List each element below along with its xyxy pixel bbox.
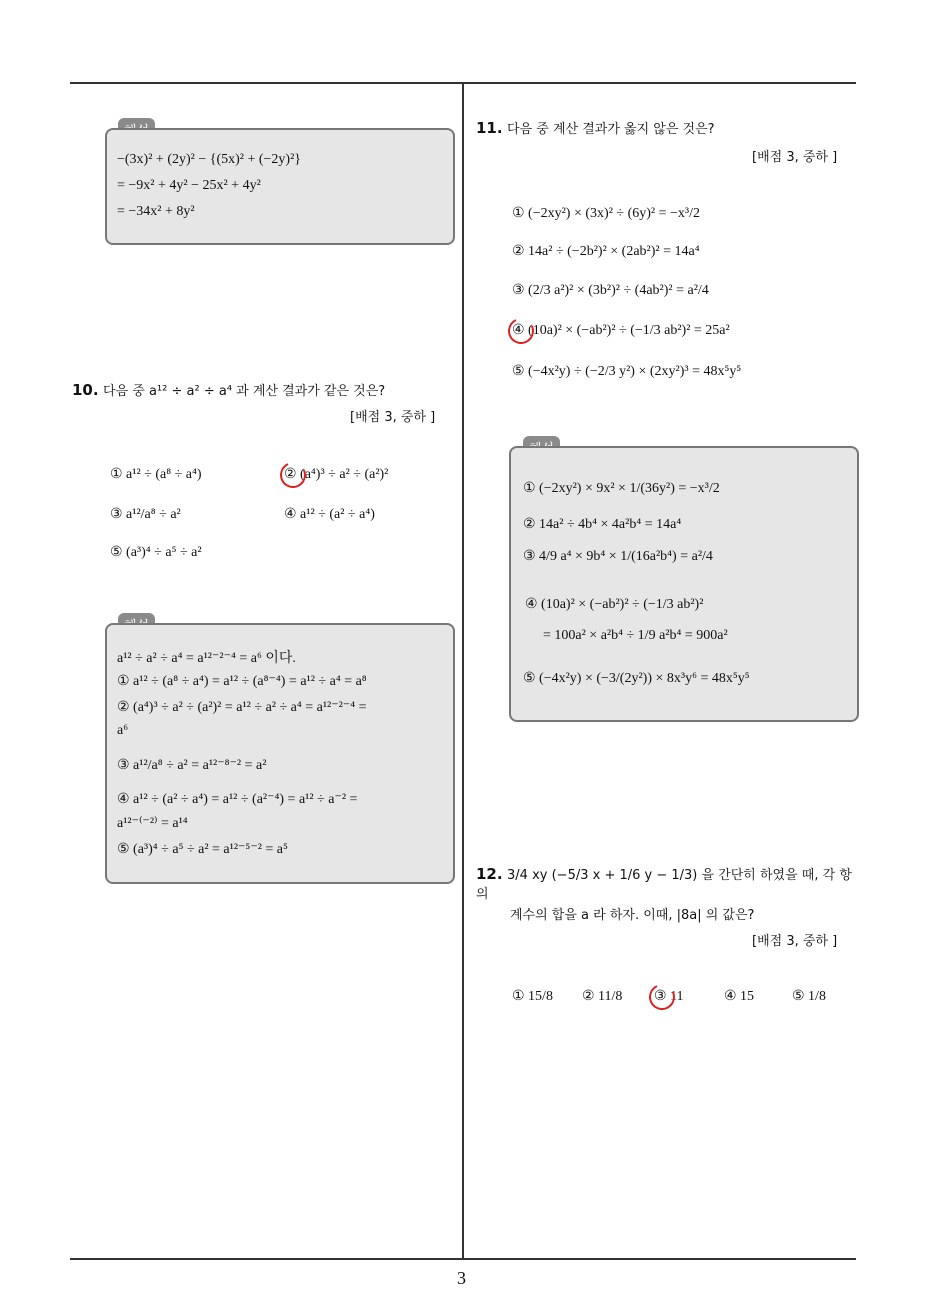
q11-score: [배점 3, 중하 ] (752, 150, 838, 165)
q9-solution-line: −(3x)² + (2y)² − {(5x)² + (−2y)²} (117, 152, 302, 167)
q10-option-4[interactable]: ④ a¹² ÷ (a² ÷ a⁴) (284, 507, 375, 522)
q10-solution-box (105, 623, 455, 884)
q11-number: 11. (476, 119, 503, 137)
q12-question (476, 864, 861, 902)
q11-solution-box (509, 446, 859, 722)
q9-solution-box (105, 128, 455, 245)
q11-solution-line: ④ (10a)² × (−ab²)² ÷ (−1/3 ab²)² (525, 597, 704, 612)
q11-solution-line: ① (−2xy²) × 9x² × 1/(36y²) = −x³/2 (523, 481, 720, 496)
q9-solution-line: = −34x² + 8y² (117, 204, 195, 219)
q11-option-5[interactable]: ⑤ (−4x²y) ÷ (−2/3 y²) × (2xy²)³ = 48x⁵y⁵ (512, 364, 742, 379)
q11-option-1[interactable]: ① (−2xy²) × (3x)² ÷ (6y)² = −x³/2 (512, 206, 700, 221)
q11-question (476, 118, 856, 137)
q10-score: [배점 3, 중하 ] (350, 410, 436, 425)
q12-score: [배점 3, 중하 ] (752, 934, 838, 949)
q10-option-5[interactable]: ⑤ (a³)⁴ ÷ a⁵ ÷ a² (110, 545, 202, 560)
q11-solution-line: ② 14a² ÷ 4b⁴ × 4a²b⁴ = 14a⁴ (523, 517, 682, 532)
q12-option-4[interactable]: ④ 15 (724, 989, 755, 1004)
q10-option-1[interactable]: ① a¹² ÷ (a⁸ ÷ a⁴) (110, 467, 202, 482)
q12-option-5[interactable]: ⑤ 1/8 (792, 989, 826, 1004)
q10-solution-line: a¹²⁻⁽⁻²⁾ = a¹⁴ (117, 816, 188, 831)
q10-solution-line: a¹² ÷ a² ÷ a⁴ = a¹²⁻²⁻⁴ = a⁶ 이다. (117, 651, 296, 666)
q10-option-3[interactable]: ③ a¹²/a⁸ ÷ a² (110, 507, 181, 522)
q10-solution-line: ③ a¹²/a⁸ ÷ a² = a¹²⁻⁸⁻² = a² (117, 758, 267, 773)
q12-answer-mark-icon (645, 980, 678, 1013)
q10-question (72, 380, 452, 399)
q10-option-2[interactable]: ② (a⁴)³ ÷ a² ÷ (a²)² (284, 467, 389, 482)
q10-answer-mark-icon (276, 458, 309, 491)
q11-option-2[interactable]: ② 14a² ÷ (−2b²)² × (2ab²)² = 14a⁴ (512, 244, 700, 259)
q12-text-line1: 3/4 xy (−5/3 x + 1/6 y − 1/3) 을 간단히 하였을 때, 각 항의 (476, 868, 852, 902)
q12-text-line2: 계수의 합을 a 라 하자. 이때, |8a| 의 값은? (510, 908, 755, 923)
q11-text: 다음 중 계산 결과가 옳지 않은 것은? (507, 122, 715, 137)
q10-solution-line: ④ a¹² ÷ (a² ÷ a⁴) = a¹² ÷ (a²⁻⁴) = a¹² ÷ a⁻² = (117, 792, 358, 807)
q10-solution-line: a⁶ (117, 723, 129, 738)
page-number: 3 (457, 1268, 466, 1288)
q11-answer-mark-icon (504, 314, 537, 347)
q11-solution-line: ⑤ (−4x²y) × (−3/(2y²)) × 8x³y⁶ = 48x⁵y⁵ (523, 671, 750, 686)
q11-option-4[interactable]: ④ (10a)² × (−ab²)² ÷ (−1/3 ab²)² = 25a² (512, 323, 730, 338)
q9-solution-line: = −9x² + 4y² − 25x² + 4y² (117, 178, 261, 193)
bottom-rule (70, 1258, 856, 1260)
q10-solution-line: ⑤ (a³)⁴ ÷ a⁵ ÷ a² = a¹²⁻⁵⁻² = a⁵ (117, 842, 288, 857)
q10-solution-line: ② (a⁴)³ ÷ a² ÷ (a²)² = a¹² ÷ a² ÷ a⁴ = a¹²⁻²⁻⁴ = (117, 700, 367, 715)
q11-solution-line: ③ 4/9 a⁴ × 9b⁴ × 1/(16a²b⁴) = a²/4 (523, 549, 713, 564)
q12-option-3[interactable]: ③ 11 (654, 989, 684, 1004)
column-divider (462, 84, 464, 1259)
q12-option-1[interactable]: ① 15/8 (512, 989, 553, 1004)
q11-solution-line: = 100a² × a²b⁴ ÷ 1/9 a²b⁴ = 900a² (543, 628, 728, 643)
q12-number: 12. (476, 865, 503, 883)
q12-option-2[interactable]: ② 11/8 (582, 989, 623, 1004)
q10-text: 다음 중 a¹² ÷ a² ÷ a⁴ 과 계산 결과가 같은 것은? (103, 384, 386, 399)
q10-number: 10. (72, 381, 99, 399)
q11-option-3[interactable]: ③ (2/3 a²)² × (3b²)² ÷ (4ab²)² = a²/4 (512, 283, 709, 298)
q10-solution-line: ① a¹² ÷ (a⁸ ÷ a⁴) = a¹² ÷ (a⁸⁻⁴) = a¹² ÷ a⁴ = a⁸ (117, 674, 367, 689)
